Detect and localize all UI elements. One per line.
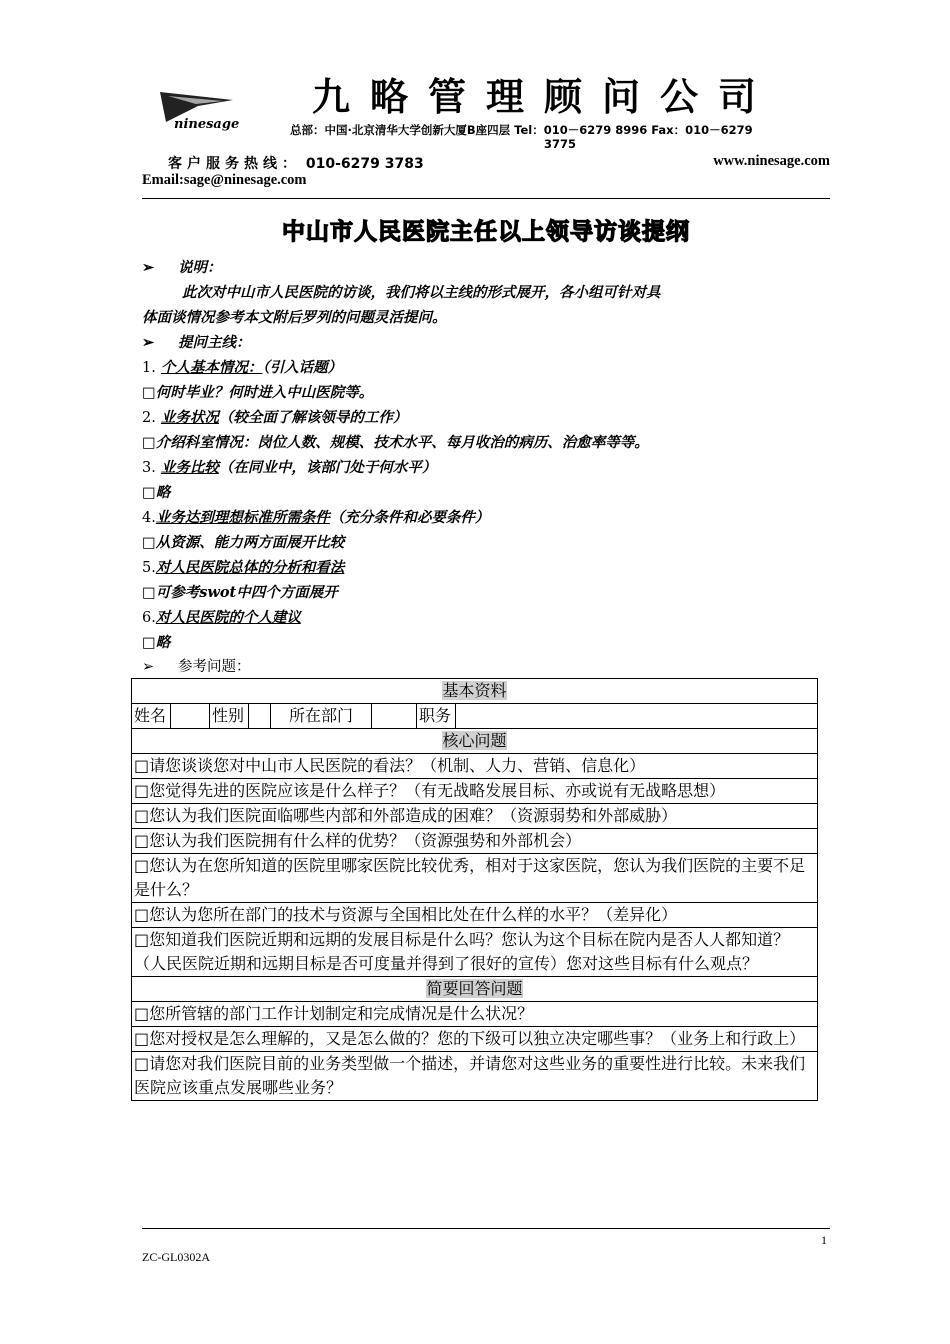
label-name: 姓名: [132, 704, 171, 729]
footer-divider: [142, 1228, 830, 1229]
page-number: 1: [821, 1233, 827, 1247]
item-5: [142, 556, 832, 580]
hotline-label: 客户服务热线：: [168, 156, 301, 172]
reference-heading-text: 参考问题：: [178, 659, 251, 675]
email-address: Email:sage@ninesage.com: [142, 172, 307, 188]
item-number: 5.: [142, 560, 156, 576]
item-number: 6.: [142, 610, 156, 626]
core-question-2: □您觉得先进的医院应该是什么样子？（有无战略发展目标、亦或说有无战略思想）: [132, 779, 818, 804]
item-note: （充分条件和必要条件）: [329, 509, 490, 526]
item-title: 对人民医院总体的分析和看法: [155, 559, 345, 576]
hotline: [168, 153, 424, 173]
item-6-detail: □略: [142, 634, 171, 651]
address-line-1: 总部：中国·北京清华大学创新大厦B座四层 Tel：010－6279 8996 Fax：010－6279: [290, 123, 753, 137]
questions-table: [131, 678, 818, 1101]
item-3-detail: □略: [142, 484, 171, 501]
item-2-detail: □介绍科室情况：岗位人数、规模、技术水平、每月收治的病历、治愈率等等。: [142, 434, 649, 451]
item-title: 业务比较: [160, 459, 219, 476]
item-4: [142, 506, 832, 530]
document-code: ZC-GL0302A: [142, 1250, 210, 1264]
reference-heading: [142, 655, 832, 679]
label-position: 职务: [417, 704, 456, 729]
item-number: 4.: [142, 510, 156, 526]
label-department: 所在部门: [271, 704, 372, 729]
item-3: [142, 456, 832, 480]
item-5-detail: □可参考swot中四个方面展开: [142, 584, 338, 601]
item-number: 1.: [142, 360, 156, 376]
note-heading-text: 说明：: [178, 259, 222, 276]
core-question-1: □请您谈谈您对中山市人民医院的看法？（机制、人力、营销、信息化）: [132, 754, 818, 779]
section-header-brief: 简要回答问题: [132, 977, 818, 1002]
arrow-bullet-icon: ➢: [142, 334, 155, 351]
note-line-1: 此次对中山市人民医院的访谈，我们将以主线的形式展开，各小组可针对具: [182, 284, 661, 301]
company-address: [290, 123, 830, 151]
note-line-2: 体面谈情况参考本文附后罗列的问题灵活提问。: [142, 309, 447, 326]
item-note: （引入话题）: [262, 359, 343, 376]
arrow-bullet-icon: ➢: [142, 659, 155, 675]
section-header-basic: 基本资料: [132, 679, 818, 704]
core-question-7: □您知道我们医院近期和远期的发展目标是什么吗？您认为这个目标在院内是否人人都知道？（人民医院近期和远期目标是否可度量并得到了很好的宣传）您对这些目标有什么观点？: [132, 928, 818, 977]
item-title: 个人基本情况：: [160, 359, 263, 376]
hotline-number: 010-6279 3783: [305, 156, 424, 172]
item-title: 对人民医院的个人建议: [155, 609, 301, 626]
company-logo: [138, 62, 262, 144]
company-name: 九略管理顾问公司: [312, 75, 777, 119]
item-title: 业务达到理想标准所需条件: [155, 509, 330, 526]
value-position: [456, 704, 818, 729]
main-line-heading: [142, 331, 832, 355]
value-name: [171, 704, 210, 729]
item-6: [142, 606, 832, 630]
item-note: （较全面了解该领导的工作）: [218, 409, 408, 426]
item-2: [142, 406, 832, 430]
item-number: 3.: [142, 460, 156, 476]
main-line-heading-text: 提问主线：: [178, 334, 251, 351]
address-line-2: 3775: [543, 137, 576, 151]
basic-info-row: [132, 704, 818, 729]
brief-question-2: □您对授权是怎么理解的，又是怎么做的？您的下级可以独立决定哪些事？（业务上和行政上）: [132, 1027, 818, 1052]
website-link[interactable]: www.ninesage.com: [713, 153, 830, 169]
page-title: 中山市人民医院主任以上领导访谈提纲: [282, 219, 690, 245]
header-divider: [142, 198, 830, 199]
item-number: 2.: [142, 410, 156, 426]
value-gender: [249, 704, 271, 729]
arrow-bullet-icon: ➢: [142, 259, 155, 276]
core-question-4: □您认为我们医院拥有什么样的优势？（资源强势和外部机会）: [132, 829, 818, 854]
core-question-5: □您认为在您所知道的医院里哪家医院比较优秀，相对于这家医院，您认为我们医院的主要不足是什么？: [132, 854, 818, 903]
item-1-detail: □何时毕业？何时进入中山医院等。: [142, 384, 374, 401]
value-department: [372, 704, 417, 729]
brief-question-3: □请您对我们医院目前的业务类型做一个描述，并请您对这些业务的重要性进行比较。未来我们医院应该重点发展哪些业务？: [132, 1052, 818, 1101]
logo-text: ninesage: [174, 117, 240, 132]
brief-question-1: □您所管辖的部门工作计划制定和完成情况是什么状况？: [132, 1002, 818, 1027]
section-header-core: 核心问题: [132, 729, 818, 754]
item-note: （在同业中，该部门处于何水平）: [218, 459, 437, 476]
core-question-3: □您认为我们医院面临哪些内部和外部造成的困难？（资源弱势和外部威胁）: [132, 804, 818, 829]
core-question-6: □您认为您所在部门的技术与资源与全国相比处在什么样的水平？（差异化）: [132, 903, 818, 928]
item-title: 业务状况: [160, 409, 219, 426]
label-gender: 性别: [210, 704, 249, 729]
note-heading: [142, 256, 832, 280]
item-4-detail: □从资源、能力两方面展开比较: [142, 534, 345, 551]
item-1: [142, 356, 832, 380]
